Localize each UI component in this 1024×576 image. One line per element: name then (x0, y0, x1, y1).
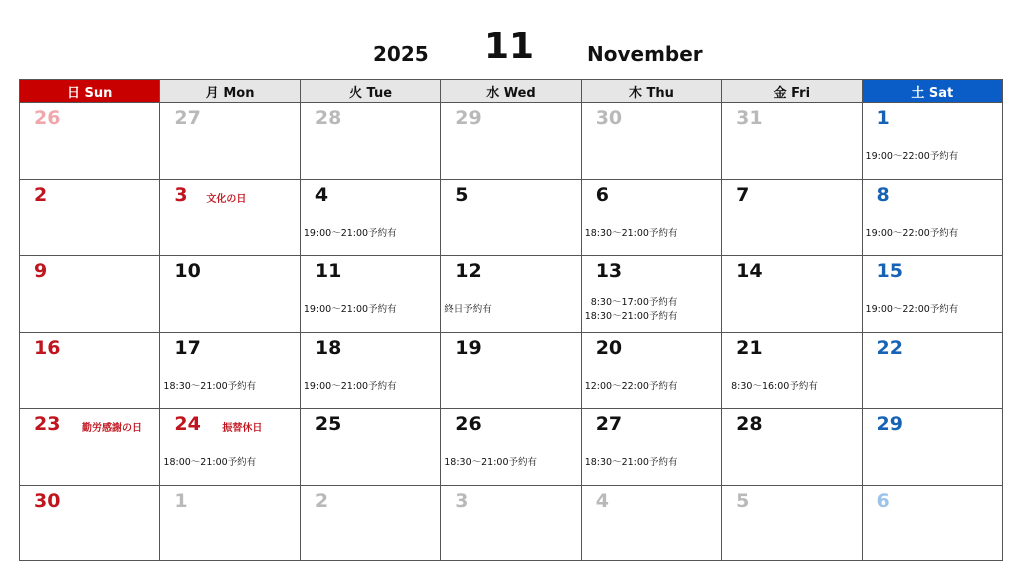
day-cell-fri (722, 179, 862, 256)
day-number: 6 (595, 183, 609, 206)
day-cell-mon (160, 332, 300, 409)
day-number: 2 (314, 489, 329, 512)
weekday-header-sat: 土 Sat (862, 80, 1002, 103)
day-cell-tue (300, 485, 440, 561)
day-cell-tue (300, 256, 440, 333)
reservation-note: 19:00～22:00予約有 (865, 227, 959, 239)
reservation-note: 18:00～21:00予約有 (163, 457, 257, 468)
day-cell-tue (300, 179, 440, 256)
day-cell-fri (722, 103, 862, 180)
day-cell-thu (581, 256, 721, 333)
day-cell-tue (300, 103, 440, 180)
day-cell-sat (862, 103, 1002, 180)
day-number: 4 (595, 489, 609, 512)
day-number: 3 (455, 489, 469, 512)
reservation-note: 18:30～21:00予約有 (584, 457, 678, 468)
day-number: 16 (34, 336, 61, 359)
day-number: 29 (876, 413, 903, 435)
reservation-note: 18:30～21:00予約有 (584, 311, 678, 322)
reservation-note: 19:00～21:00予約有 (303, 227, 397, 239)
weekday-header-sun: 日 Sun (20, 80, 160, 103)
day-number: 25 (314, 413, 342, 435)
reservation-note: 19:00～21:00予約有 (303, 380, 397, 392)
day-number: 11 (314, 260, 342, 282)
day-cell-mon (160, 256, 300, 333)
weekday-header-row (20, 80, 1003, 103)
day-cell-sat (862, 485, 1002, 561)
day-number: 17 (174, 336, 201, 359)
day-cell-fri (722, 409, 862, 486)
day-number: 21 (736, 336, 763, 359)
day-cell-thu (581, 179, 721, 256)
calendar-week-row (20, 485, 1003, 561)
day-number: 18 (314, 336, 342, 359)
calendar-week-row (20, 332, 1003, 409)
day-cell-thu (581, 332, 721, 409)
day-cell-sun (20, 179, 160, 256)
day-number: 27 (595, 413, 623, 435)
reservation-note: 19:00～22:00予約有 (865, 151, 959, 162)
weekday-header-fri: 金 Fri (722, 80, 862, 103)
month-calendar (19, 79, 1003, 561)
holiday-label: 文化の日 (206, 193, 247, 205)
day-cell-sun (20, 485, 160, 561)
day-number: 28 (736, 413, 763, 435)
day-number: 30 (34, 489, 61, 512)
day-cell-sun (20, 256, 160, 333)
day-cell-thu (581, 103, 721, 180)
day-cell-wed (441, 103, 581, 180)
weekday-header-thu: 木 Thu (581, 80, 721, 103)
day-number: 8 (876, 183, 890, 206)
day-cell-sat (862, 256, 1002, 333)
calendar-week-row (20, 179, 1003, 256)
reservation-note: 19:00～22:00予約有 (865, 304, 959, 315)
day-number: 27 (174, 107, 201, 129)
day-cell-wed (441, 332, 581, 409)
weekday-header-wed: 水 Wed (441, 80, 581, 103)
day-number: 30 (595, 107, 623, 129)
reservation-note: 18:30～21:00予約有 (163, 380, 257, 392)
day-cell-wed (441, 485, 581, 561)
day-cell-thu (581, 485, 721, 561)
day-number: 1 (174, 489, 188, 512)
reservation-note: 12:00～22:00予約有 (584, 380, 678, 392)
day-number: 4 (314, 183, 329, 206)
day-number: 5 (455, 183, 469, 206)
calendar-body (20, 103, 1003, 561)
calendar-week-row (20, 409, 1003, 486)
day-cell-mon (160, 485, 300, 561)
weekday-header-mon: 月 Mon (160, 80, 300, 103)
year-label: 2025 (373, 42, 429, 66)
weekday-header-tue: 火 Tue (300, 80, 440, 103)
holiday-label: 勤労感謝の日 (82, 423, 142, 434)
day-number: 24 (174, 413, 201, 435)
reservation-note: 18:30～21:00予約有 (584, 227, 678, 239)
calendar-week-row (20, 103, 1003, 180)
day-cell-mon (160, 409, 300, 486)
day-number: 28 (314, 107, 342, 129)
day-cell-mon (160, 103, 300, 180)
day-number: 31 (736, 107, 763, 129)
day-cell-fri (722, 256, 862, 333)
day-cell-tue (300, 409, 440, 486)
day-number: 15 (876, 260, 903, 282)
reservation-note: 18:30～21:00予約有 (444, 457, 538, 468)
day-cell-wed (441, 409, 581, 486)
day-number: 12 (455, 260, 482, 282)
day-number: 23 (34, 413, 61, 435)
day-number: 7 (736, 183, 750, 206)
day-number: 10 (174, 260, 201, 282)
day-cell-thu (581, 409, 721, 486)
day-number: 20 (595, 336, 623, 359)
day-cell-mon (160, 179, 300, 256)
reservation-note: 19:00～21:00予約有 (303, 304, 397, 315)
reservation-note: 8:30～17:00予約有 (590, 297, 678, 308)
day-number: 14 (736, 260, 763, 282)
day-number: 26 (455, 413, 482, 435)
day-number: 1 (876, 107, 890, 129)
day-cell-sat (862, 409, 1002, 486)
day-cell-sun (20, 103, 160, 180)
month-number: 11 (484, 26, 535, 67)
day-cell-fri (722, 332, 862, 409)
day-cell-sat (862, 332, 1002, 409)
day-number: 2 (34, 183, 48, 206)
day-cell-sun (20, 409, 160, 486)
day-cell-wed (441, 256, 581, 333)
day-cell-sun (20, 332, 160, 409)
day-number: 26 (34, 107, 61, 129)
day-number: 19 (455, 336, 482, 359)
day-number: 9 (34, 260, 48, 282)
day-number: 5 (736, 489, 750, 512)
day-cell-sat (862, 179, 1002, 256)
holiday-label: 振替休日 (222, 423, 263, 434)
calendar-title (0, 22, 1024, 74)
day-cell-wed (441, 179, 581, 256)
day-number: 13 (595, 260, 623, 282)
reservation-note: 終日予約有 (444, 304, 492, 315)
day-number: 22 (876, 336, 903, 359)
day-number: 3 (174, 183, 188, 206)
day-number: 29 (455, 107, 482, 129)
month-name: November (587, 42, 703, 66)
day-number: 6 (876, 489, 890, 512)
day-cell-tue (300, 332, 440, 409)
day-cell-fri (722, 485, 862, 561)
reservation-note: 8:30～16:00予約有 (731, 380, 818, 392)
calendar-week-row (20, 256, 1003, 333)
